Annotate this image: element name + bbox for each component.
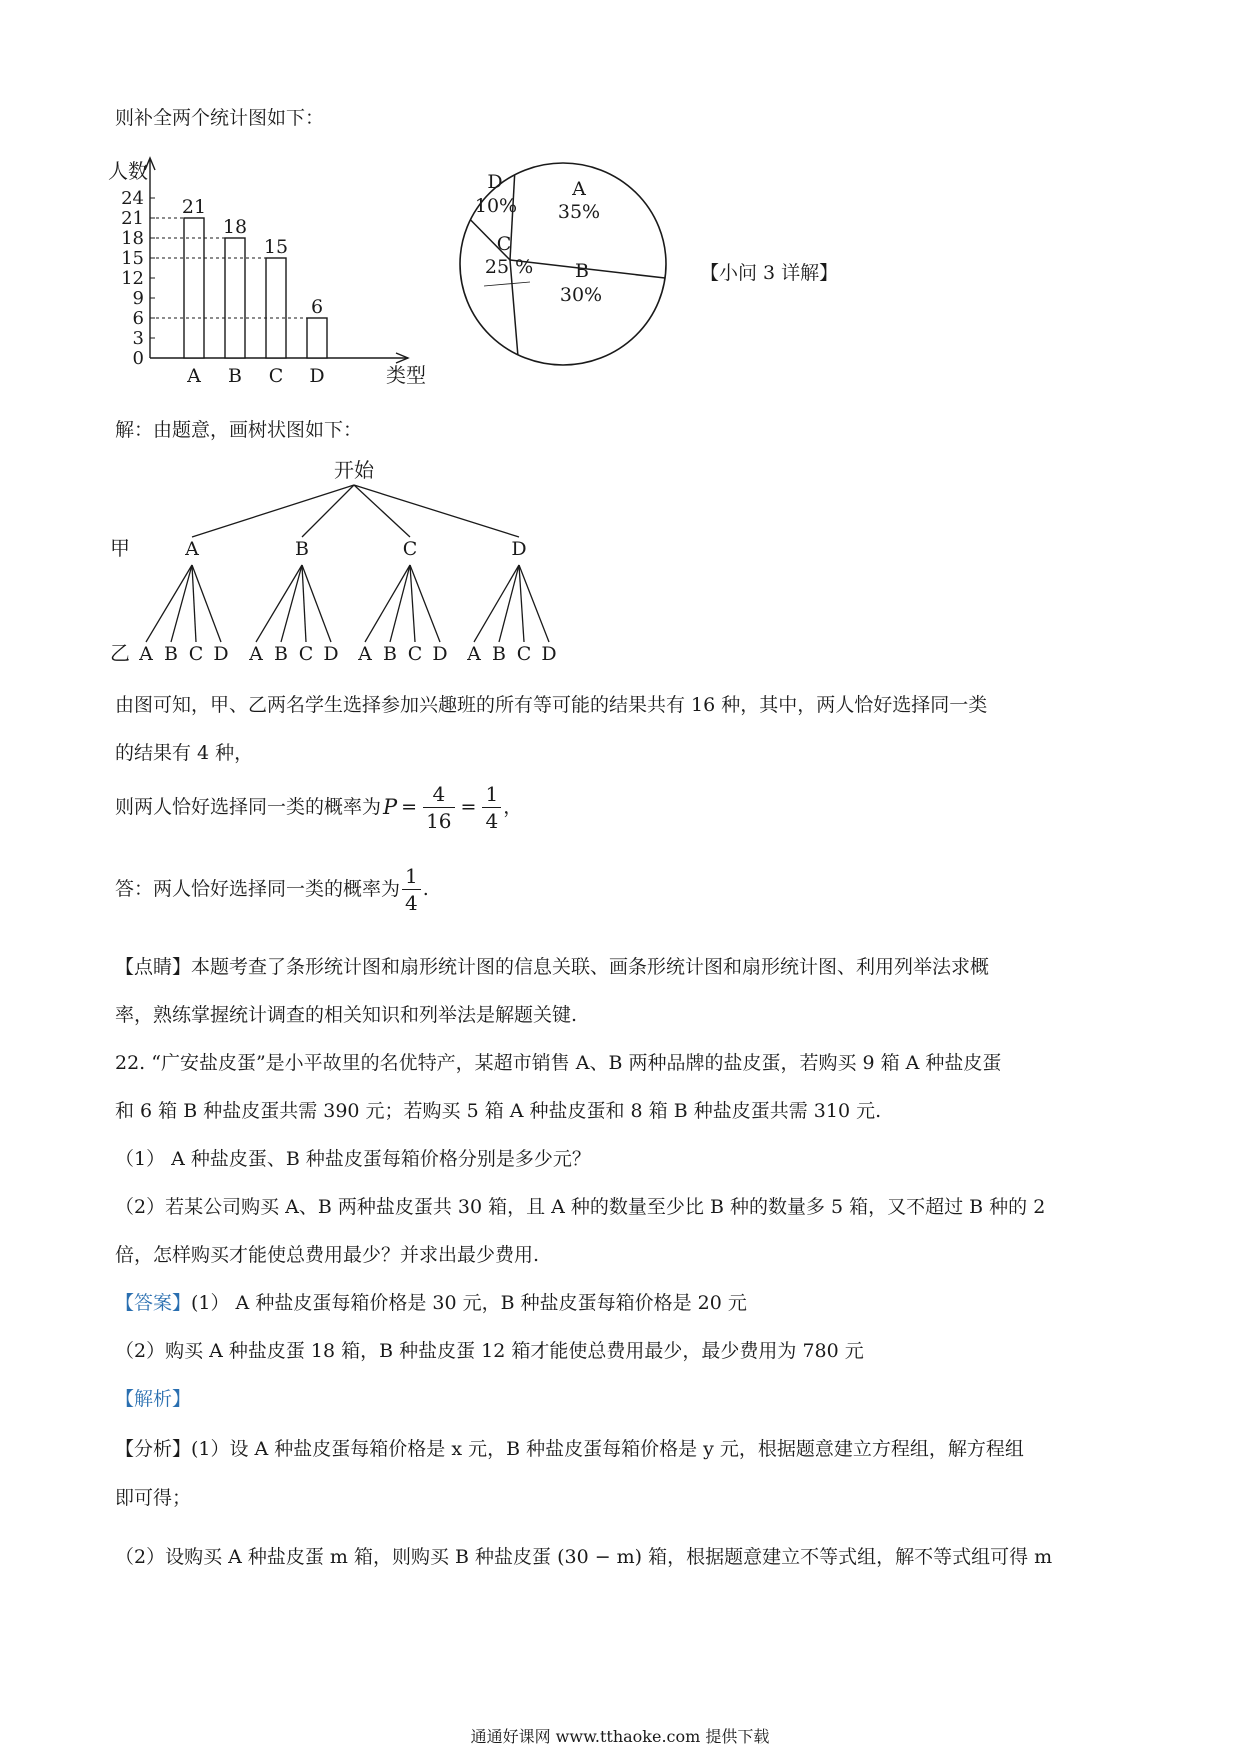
equals-sign-2: =	[460, 796, 477, 818]
tree-leaf-B-D: D	[323, 643, 339, 665]
solution-intro: 解：由题意，画树状图如下：	[115, 419, 363, 441]
tree-edge-C-B	[390, 565, 410, 642]
tree-node-B: B	[295, 538, 309, 560]
fraction-denominator: 4	[405, 890, 418, 915]
bar-chart	[108, 150, 428, 395]
tree-leaf-B-A: A	[249, 643, 263, 665]
tree-edge-A-B	[171, 565, 192, 642]
paragraph-line-1: 由图可知，甲、乙两名学生选择参加兴趣班的所有等可能的结果共有 16 种，其中，两人恰好选择同一类	[115, 694, 988, 716]
tree-root: 开始	[334, 458, 374, 482]
q22-subquestion-1: （1） A 种盐皮蛋、B 种盐皮蛋每箱价格分别是多少元？	[115, 1148, 591, 1170]
category-label: D	[309, 365, 325, 387]
tree-leaf-D-A: A	[467, 643, 481, 665]
fenxi-line-2: 即可得；	[115, 1487, 192, 1509]
answer-block-1	[115, 1291, 747, 1315]
q3-tag: 【小问 3 详解】	[700, 262, 839, 284]
tree-edge-B-C	[302, 565, 306, 642]
paragraph-line-2: 的结果有 4 种，	[115, 742, 254, 764]
y-tick-label: 0	[132, 348, 144, 369]
tree-edge-A-D	[192, 565, 221, 642]
y-tick-label: 6	[132, 308, 144, 329]
y-tick-label: 9	[132, 288, 144, 309]
pie-slice-percent-D: 10%	[474, 195, 518, 217]
pie-slice-percent-A: 35%	[557, 201, 601, 223]
pie-slice-name-B: B	[575, 260, 589, 282]
tree-node-D: D	[511, 538, 527, 560]
tree-leaf-D-D: D	[541, 643, 557, 665]
q22-subquestion-2-line-2: 倍，怎样购买才能使总费用最少？并求出最少费用.	[115, 1244, 540, 1266]
tree-leaf-A-A: A	[139, 643, 153, 665]
tree-edge-B-A	[256, 565, 302, 642]
tree-diagram	[108, 455, 608, 675]
y-tick-label: 21	[121, 208, 144, 229]
tree-leaf-C-B: B	[383, 643, 397, 665]
pie-chart	[450, 158, 680, 373]
footer-text: 通通好课网 www.tthaoke.com 提供下载	[470, 1727, 770, 1746]
y-axis-label: 人数	[108, 159, 148, 183]
tree-leaf-D-C: C	[516, 643, 532, 665]
probability-line	[115, 776, 522, 838]
answer-suffix: .	[422, 878, 429, 900]
tree-leaf-C-C: C	[407, 643, 423, 665]
tree-level2-label: 乙	[110, 641, 130, 665]
category-label: B	[228, 365, 242, 387]
fraction-numerator: 1	[482, 781, 501, 808]
q22-subquestion-2-line-1: （2）若某公司购买 A、B 两种盐皮蛋共 30 箱，且 A 种的数量至少比 B 种的数量多 5 箱，又不超过 B 种的 2	[115, 1196, 1046, 1218]
bar-value-label: 6	[310, 296, 324, 318]
answer-prefix: 答：两人恰好选择同一类的概率为	[115, 878, 401, 900]
fenxi-line-1: 【分析】(1）设 A 种盐皮蛋每箱价格是 x 元，B 种盐皮蛋每箱价格是 y 元，根据题意建立方程组，解方程组	[115, 1438, 1024, 1460]
y-tick-label: 24	[121, 188, 144, 209]
answer-tag: 【答案】	[115, 1292, 192, 1314]
q22-line-2: 和 6 箱 B 种盐皮蛋共需 390 元；若购买 5 箱 A 种盐皮蛋和 8 箱 B 种盐皮蛋共需 310 元.	[115, 1100, 882, 1122]
fenxi-line-3: （2）设购买 A 种盐皮蛋 m 箱，则购买 B 种盐皮蛋 (30 − m) 箱，根据题意建立不等式组，解不等式组可得 m	[115, 1546, 1053, 1568]
tree-leaf-B-B: B	[274, 643, 288, 665]
fraction-4-16	[423, 781, 454, 834]
tree-leaf-A-D: D	[213, 643, 229, 665]
probability-variable: P	[383, 795, 398, 819]
pie-slice-name-C: C	[496, 233, 512, 255]
bar-value-label: 15	[263, 236, 289, 258]
tree-edge-root-A	[192, 485, 354, 537]
intro-text: 则补全两个统计图如下：	[115, 107, 325, 129]
answer-2: （2）购买 A 种盐皮蛋 18 箱，B 种盐皮蛋 12 箱才能使总费用最少，最少费用为 780 元	[115, 1340, 864, 1362]
fraction-1-4	[482, 781, 501, 834]
pie-slice-name-A: A	[572, 178, 586, 200]
tree-leaf-C-A: A	[358, 643, 372, 665]
tree-edge-C-A	[365, 565, 410, 642]
tree-edge-B-B	[281, 565, 302, 642]
tree-level1-label: 甲	[110, 536, 130, 560]
tree-edge-root-C	[354, 485, 410, 537]
pie-slice-percent-B: 30%	[559, 284, 603, 306]
tree-leaf-B-C: C	[298, 643, 314, 665]
y-tick-label: 18	[121, 228, 144, 249]
dianjing-line-2: 率，熟练掌握统计调查的相关知识和列举法是解题关键.	[115, 1004, 578, 1026]
bar-D	[307, 318, 327, 358]
equals-sign-1: =	[401, 796, 418, 818]
analysis-tag: 【解析】	[115, 1388, 192, 1410]
probability-suffix: ，	[503, 796, 523, 818]
answer-line	[115, 858, 429, 920]
tree-node-C: C	[402, 538, 418, 560]
pie-slice-name-D: D	[487, 171, 503, 193]
q22-line-1: 22. “广安盐皮蛋”是小平故里的名优特产，某超市销售 A、B 两种品牌的盐皮蛋，若购买 9 箱 A 种盐皮蛋	[115, 1052, 1002, 1074]
bar-value-label: 21	[181, 196, 207, 218]
tree-leaf-C-D: D	[432, 643, 448, 665]
y-tick-label: 12	[121, 268, 144, 289]
fraction-denominator: 4	[485, 808, 499, 833]
fraction-numerator: 1	[402, 863, 421, 890]
tree-leaf-D-B: B	[492, 643, 506, 665]
tree-edge-A-C	[192, 565, 196, 642]
bar-A	[184, 218, 204, 358]
answer-1: (1） A 种盐皮蛋每箱价格是 30 元，B 种盐皮蛋每箱价格是 20 元	[191, 1292, 747, 1314]
category-label: C	[268, 365, 284, 387]
tree-edge-D-B	[499, 565, 519, 642]
x-axis-label: 类型	[386, 363, 426, 387]
tree-edge-B-D	[302, 565, 331, 642]
y-tick-label: 3	[132, 328, 144, 349]
y-tick-label: 15	[121, 248, 144, 269]
fraction-answer	[402, 863, 421, 916]
tree-leaf-A-C: C	[188, 643, 204, 665]
fraction-numerator: 4	[423, 781, 454, 808]
tree-edge-A-A	[146, 565, 192, 642]
tree-edge-D-A	[474, 565, 519, 642]
pie-slice-percent-C: 25 %	[484, 256, 534, 278]
tree-node-A: A	[185, 538, 199, 560]
fraction-denominator: 16	[426, 808, 452, 833]
probability-prefix: 则两人恰好选择同一类的概率为	[115, 796, 382, 818]
tree-edge-root-D	[354, 485, 519, 537]
bar-B	[225, 238, 245, 358]
dianjing-line-1: 【点睛】本题考查了条形统计图和扇形统计图的信息关联、画条形统计图和扇形统计图、利用列举法求概	[115, 956, 990, 978]
bar-value-label: 18	[222, 216, 248, 238]
bar-C	[266, 258, 286, 358]
category-label: A	[187, 365, 201, 387]
tree-leaf-A-B: B	[164, 643, 178, 665]
